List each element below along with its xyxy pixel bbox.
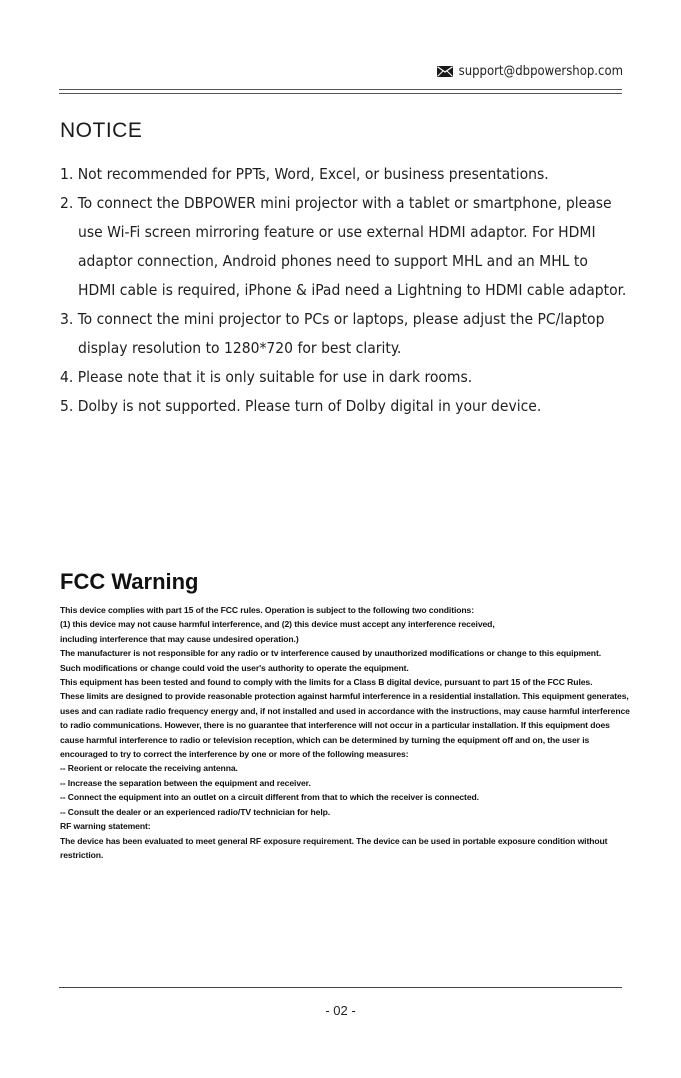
notice-list	[60, 160, 640, 421]
notice-line: 4. Please note that it is only suitable for use in dark rooms.	[60, 368, 473, 386]
footer-divider	[59, 987, 622, 988]
fcc-line: restriction.	[60, 849, 104, 860]
fcc-line: cause harmful interference to radio or television reception, which can be determined by turning the equipment off and on, the user is	[60, 734, 590, 745]
notice-line: 5. Dolby is not supported. Please turn of Dolby digital in your device.	[60, 397, 542, 415]
notice-line: HDMI cable is required, iPhone & iPad need a Lightning to HDMI cable adaptor.	[78, 281, 627, 299]
page-number: - 02 -	[325, 1003, 356, 1018]
fcc-line: uses and can radiate radio frequency energy and, if not installed and used in accordance with the instructions, may cause harmful interference	[60, 705, 630, 716]
fcc-line: to radio communications. However, there is no guarantee that interference will not occur in a particular installation. If this equipment does	[60, 720, 610, 731]
fcc-line: -- Increase the separation between the equipment and receiver.	[60, 777, 311, 788]
fcc-line: -- Connect the equipment into an outlet on a circuit different from that to which the receiver is connected.	[60, 792, 479, 803]
page-header	[437, 64, 623, 79]
header-divider	[59, 89, 622, 94]
notice-line: 3. To connect the mini projector to PCs or laptops, please adjust the PC/laptop	[60, 310, 605, 328]
notice-line: adaptor connection, Android phones need to support MHL and an MHL to	[78, 252, 588, 270]
fcc-warning-heading: FCC Warning	[60, 569, 199, 594]
fcc-line: These limits are designed to provide reasonable protection against harmful interference in a residential installation. This equipment generates,	[60, 691, 629, 702]
fcc-line: (1) this device may not cause harmful interference, and (2) this device must accept any interference received,	[60, 619, 495, 630]
notice-line: 1. Not recommended for PPTs, Word, Excel, or business presentations.	[60, 165, 549, 183]
support-email[interactable]: support@dbpowershop.com	[458, 64, 623, 79]
fcc-line: This device complies with part 15 of the FCC rules. Operation is subject to the following two conditions:	[60, 605, 474, 615]
notice-line: 2. To connect the DBPOWER mini projector with a tablet or smartphone, please	[60, 194, 612, 212]
notice-line: display resolution to 1280*720 for best clarity.	[78, 339, 402, 357]
mail-icon	[437, 66, 453, 77]
fcc-line: RF warning statement:	[60, 821, 151, 832]
notice-line: use Wi-Fi screen mirroring feature or use external HDMI adaptor. For HDMI	[78, 223, 596, 241]
fcc-line: This equipment has been tested and found to comply with the limits for a Class B digital device, pursuant to part 15 of the FCC Rules.	[60, 677, 593, 688]
fcc-line: Such modifications or change could void the user's authority to operate the equipment.	[60, 662, 409, 673]
fcc-line: including interference that may cause undesired operation.)	[60, 633, 299, 644]
fcc-warning-text	[60, 603, 640, 862]
fcc-line: The device has been evaluated to meet general RF exposure requirement. The device can be used in portable exposure condition without	[60, 835, 608, 846]
fcc-line: -- Consult the dealer or an experienced radio/TV technician for help.	[60, 806, 331, 817]
fcc-line: encouraged to try to correct the interference by one or more of the following measures:	[60, 749, 409, 760]
fcc-line: The manufacturer is not responsible for any radio or tv interference caused by unauthorized modifications or change to this equipment.	[60, 648, 601, 659]
fcc-line: -- Reorient or relocate the receiving antenna.	[60, 763, 238, 774]
notice-heading: NOTICE	[60, 119, 143, 142]
